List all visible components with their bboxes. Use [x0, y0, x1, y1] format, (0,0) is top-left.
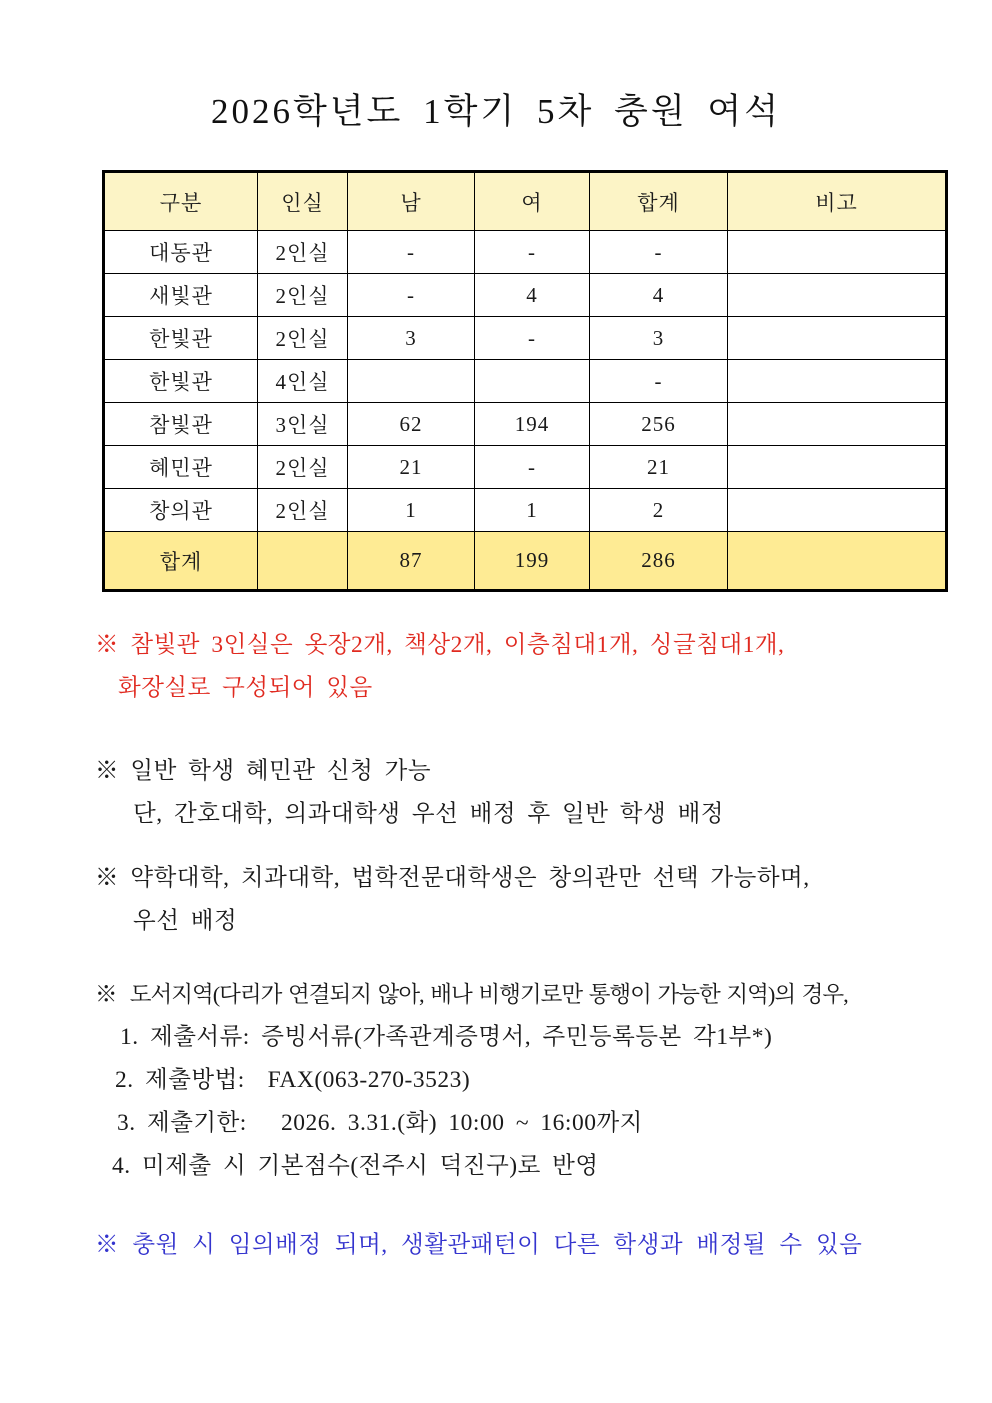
cell-male: 21: [348, 446, 475, 489]
table-row: [104, 403, 947, 446]
cell-female: 194: [475, 403, 590, 446]
cell-female: -: [475, 231, 590, 274]
note-line: ※ 일반 학생 혜민관 신청 가능: [95, 758, 432, 784]
table-total-row: [104, 532, 947, 591]
vacancy-table: [102, 170, 948, 592]
cell-male: 87: [348, 532, 475, 591]
col-header-total: 합계: [590, 172, 728, 231]
cell-building: 새빛관: [104, 274, 258, 317]
cell-female: 199: [475, 532, 590, 591]
col-header-female: 여: [475, 172, 590, 231]
cell-room-type: 3인실: [258, 403, 348, 446]
cell-remarks: [728, 317, 947, 360]
cell-female: 1: [475, 489, 590, 532]
note-line-item: 3. 제출기한: 2026. 3.31.(화) 10:00 ~ 16:00까지: [117, 1110, 643, 1136]
cell-room-type: 2인실: [258, 446, 348, 489]
cell-total: 256: [590, 403, 728, 446]
cell-total: -: [590, 360, 728, 403]
cell-building: 한빛관: [104, 317, 258, 360]
cell-female: -: [475, 317, 590, 360]
note-hyemin-application: [95, 750, 925, 836]
table-row: [104, 489, 947, 532]
note-line: 우선 배정: [133, 908, 238, 934]
cell-building: 혜민관: [104, 446, 258, 489]
cell-male: -: [348, 231, 475, 274]
note-line: ※ 충원 시 임의배정 되며, 생활관패턴이 다른 학생과 배정될 수 있음: [95, 1232, 863, 1258]
note-chambit-room-composition: [95, 624, 925, 710]
cell-total: 4: [590, 274, 728, 317]
cell-room-type: 2인실: [258, 274, 348, 317]
cell-room-type: [258, 532, 348, 591]
cell-remarks: [728, 489, 947, 532]
col-header-remarks: 비고: [728, 172, 947, 231]
note-line-item: 2. 제출방법: FAX(063-270-3523): [115, 1067, 471, 1093]
cell-female: -: [475, 446, 590, 489]
cell-remarks: [728, 532, 947, 591]
cell-remarks: [728, 274, 947, 317]
cell-remarks: [728, 446, 947, 489]
cell-room-type: 2인실: [258, 317, 348, 360]
note-island-region-documents: [95, 973, 925, 1188]
cell-male: [348, 360, 475, 403]
cell-building: 합계: [104, 532, 258, 591]
note-line-item: 1. 제출서류: 증빙서류(가족관계증명서, 주민등록등본 각1부*): [120, 1024, 773, 1050]
cell-total: 21: [590, 446, 728, 489]
cell-male: -: [348, 274, 475, 317]
cell-total: 2: [590, 489, 728, 532]
cell-building: 한빛관: [104, 360, 258, 403]
note-line: ※ 약학대학, 치과대학, 법학전문대학생은 창의관만 선택 가능하며,: [95, 865, 810, 891]
note-line: 단, 간호대학, 의과대학생 우선 배정 후 일반 학생 배정: [133, 801, 724, 827]
col-header-room-type: 인실: [258, 172, 348, 231]
note-random-assignment: [95, 1224, 925, 1267]
notes-section: [95, 624, 925, 1267]
table-row: [104, 446, 947, 489]
page-title: 2026학년도 1학기 5차 충원 여석: [210, 92, 782, 131]
cell-total: 286: [590, 532, 728, 591]
table-row: [104, 360, 947, 403]
cell-female: [475, 360, 590, 403]
cell-total: 3: [590, 317, 728, 360]
note-line: ※ 참빛관 3인실은 옷장2개, 책상2개, 이층침대1개, 싱글침대1개,: [95, 632, 785, 658]
cell-female: 4: [475, 274, 590, 317]
col-header-male: 남: [348, 172, 475, 231]
cell-remarks: [728, 403, 947, 446]
cell-male: 1: [348, 489, 475, 532]
table-row: [104, 231, 947, 274]
cell-male: 3: [348, 317, 475, 360]
cell-room-type: 2인실: [258, 231, 348, 274]
cell-building: 참빛관: [104, 403, 258, 446]
table-row: [104, 274, 947, 317]
cell-room-type: 2인실: [258, 489, 348, 532]
cell-building: 대동관: [104, 231, 258, 274]
table-header-row: [104, 172, 947, 231]
cell-remarks: [728, 360, 947, 403]
cell-remarks: [728, 231, 947, 274]
cell-total: -: [590, 231, 728, 274]
cell-building: 창의관: [104, 489, 258, 532]
note-changui-priority: [95, 857, 925, 943]
col-header-category: 구분: [104, 172, 258, 231]
cell-room-type: 4인실: [258, 360, 348, 403]
table-row: [104, 317, 947, 360]
note-line: ※ 도서지역(다리가 연결되지 않아, 배나 비행기로만 통행이 가능한 지역)의 경우,: [95, 982, 848, 1007]
cell-male: 62: [348, 403, 475, 446]
note-line: 화장실로 구성되어 있음: [118, 675, 373, 701]
note-line-item: 4. 미제출 시 기본점수(전주시 덕진구)로 반영: [112, 1153, 599, 1179]
